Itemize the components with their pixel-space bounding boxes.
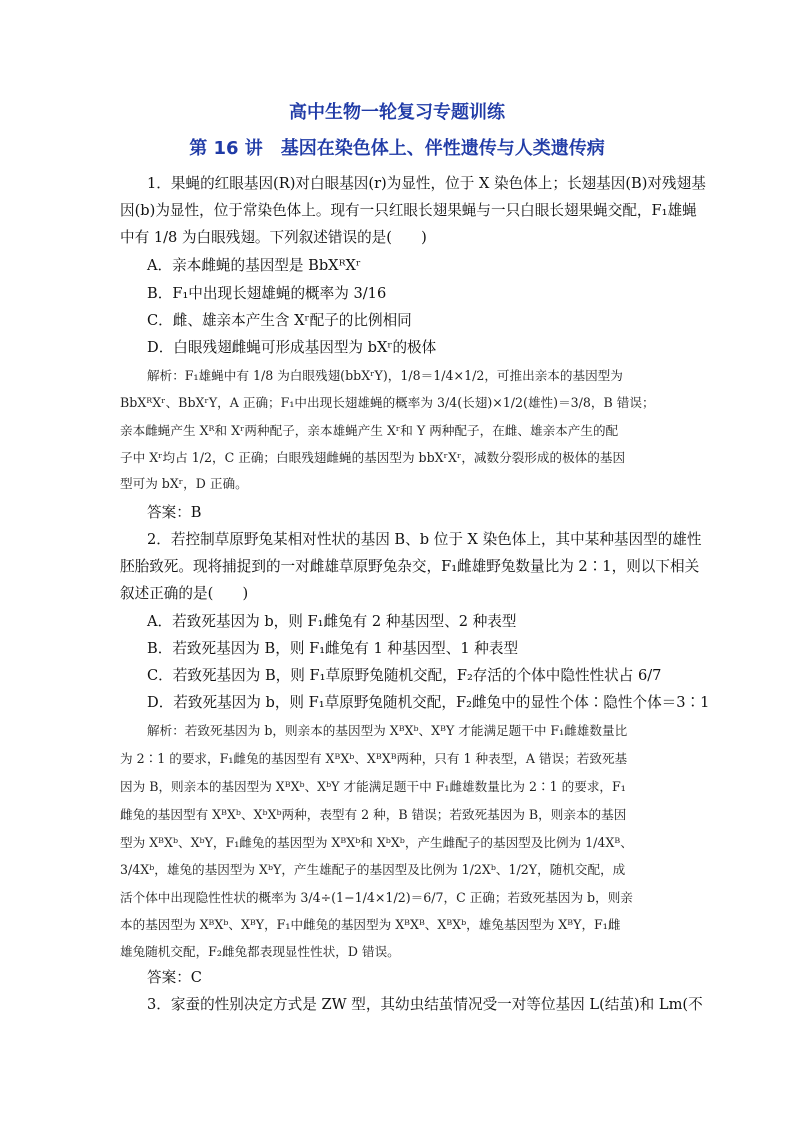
q2-explanation-line: 雌兔的基因型有 XᴮXᵇ、XᵇXᵇ两种，表型有 2 种，B 错误；若致死基因为 B，则亲本的基因	[120, 807, 627, 822]
page-title: 高中生物一轮复习专题训练	[289, 102, 505, 123]
q2-option-a: A．若致死基因为 b，则 F₁雌兔有 2 种基因型、2 种表型	[147, 613, 517, 630]
q1-answer: 答案：B	[147, 504, 202, 521]
q1-explanation-line: 亲本雌蝇产生 Xᴿ和 Xʳ两种配子，亲本雄蝇产生 Xʳ和 Y 两种配子，在雌、雄亲本产生的配	[120, 423, 619, 438]
q2-explanation-line: 为 2∶1 的要求，F₁雌兔的基因型有 XᴮXᵇ、XᴮXᴮ两种，只有 1 种表型，A 错误；若致死基	[120, 751, 628, 766]
q1-explanation-line: 解析：F₁雄蝇中有 1/8 为白眼残翅(bbXʳY)，1/8＝1/4×1/2，可推出亲本的基因型为	[147, 368, 623, 383]
q2-option-b: B．若致死基因为 B，则 F₁雌兔有 1 种基因型、1 种表型	[147, 640, 519, 657]
q1-option-a: A．亲本雌蝇的基因型是 BbXᴿXʳ	[147, 257, 361, 274]
q2-explanation-line: 3/4Xᵇ，雄兔的基因型为 XᵇY，产生雄配子的基因型及比例为 1/2Xᵇ、1/2Y，随机交配，成	[120, 862, 626, 877]
q2-explanation-line: 雄兔随机交配，F₂雌兔都表现显性性状，D 错误。	[120, 944, 400, 959]
q1-explanation-line: 子中 Xʳ均占 1/2，C 正确；白眼残翅雌蝇的基因型为 bbXʳXʳ，减数分裂形成的极体的基因	[120, 450, 626, 465]
q2-stem-line: 胚胎致死。现将捕捉到的一对雌雄草原野兔杂交，F₁雌雄野兔数量比为 2∶1，则以下相关	[120, 558, 700, 575]
q2-explanation-line: 因为 B，则亲本的基因型为 XᴮXᵇ、XᵇY 才能满足题干中 F₁雌雄数量比为 2∶1 的要求，F₁	[120, 779, 626, 794]
q2-option-d: D．若致死基因为 b，则 F₁草原野兔随机交配，F₂雌兔中的显性个体∶隐性个体＝3∶1	[147, 694, 710, 711]
q1-stem-line: 1．果蝇的红眼基因(R)对白眼基因(r)为显性，位于 X 染色体上；长翅基因(B)对残翅基	[147, 175, 706, 192]
q2-explanation-line: 型为 XᴮXᵇ、XᵇY，F₁雌兔的基因型为 XᴮXᵇ和 XᵇXᵇ，产生雌配子的基因型及比例为 1/4Xᴮ、	[120, 835, 633, 850]
q1-stem-line: 因(b)为显性，位于常染色体上。现有一只红眼长翅果蝇与一只白眼长翅果蝇交配，F₁雄蝇	[120, 202, 697, 219]
q2-stem-line: 叙述正确的是( )	[120, 585, 249, 602]
q1-explanation-line: 型可为 bXʳ，D 正确。	[120, 476, 248, 491]
q1-option-d: D．白眼残翅雌蝇可形成基因型为 bXʳ的极体	[147, 339, 437, 356]
q2-explanation-line: 本的基因型为 XᴮXᵇ、XᴮY，F₁中雌兔的基因型为 XᴮXᴮ、XᴮXᵇ，雄兔基因型为 XᴮY，F₁雌	[120, 917, 621, 932]
q2-option-c: C．若致死基因为 B，则 F₁草原野兔随机交配，F₂存活的个体中隐性性状占 6/7	[147, 667, 662, 684]
q2-explanation-line: 活个体中出现隐性性状的概率为 3/4÷(1−1/4×1/2)＝6/7，C 正确；若致死基因为 b，则亲	[120, 890, 633, 905]
q2-stem-line: 2．若控制草原野兔某相对性状的基因 B、b 位于 X 染色体上，其中某种基因型的雄性	[147, 531, 702, 548]
page-subtitle: 第 16 讲 基因在染色体上、伴性遗传与人类遗传病	[189, 138, 605, 159]
q2-answer: 答案：C	[147, 969, 202, 986]
q1-option-c: C．雌、雄亲本产生含 Xʳ配子的比例相同	[147, 312, 412, 329]
q1-explanation-line: BbXᴿXʳ、BbXʳY，A 正确；F₁中出现长翅雄蝇的概率为 3/4(长翅)×1/2(雄性)＝3/8，B 错误；	[120, 395, 655, 410]
q3-stem-line: 3．家蚕的性别决定方式是 ZW 型，其幼虫结茧情况受一对等位基因 L(结茧)和 Lm(不	[147, 996, 703, 1013]
q1-option-b: B．F₁中出现长翅雄蝇的概率为 3/16	[147, 285, 387, 302]
q2-explanation-line: 解析：若致死基因为 b，则亲本的基因型为 XᴮXᵇ、XᴮY 才能满足题干中 F₁雌雄数量比	[147, 723, 628, 738]
q1-stem-line: 中有 1/8 为白眼残翅。下列叙述错误的是( )	[120, 229, 427, 246]
